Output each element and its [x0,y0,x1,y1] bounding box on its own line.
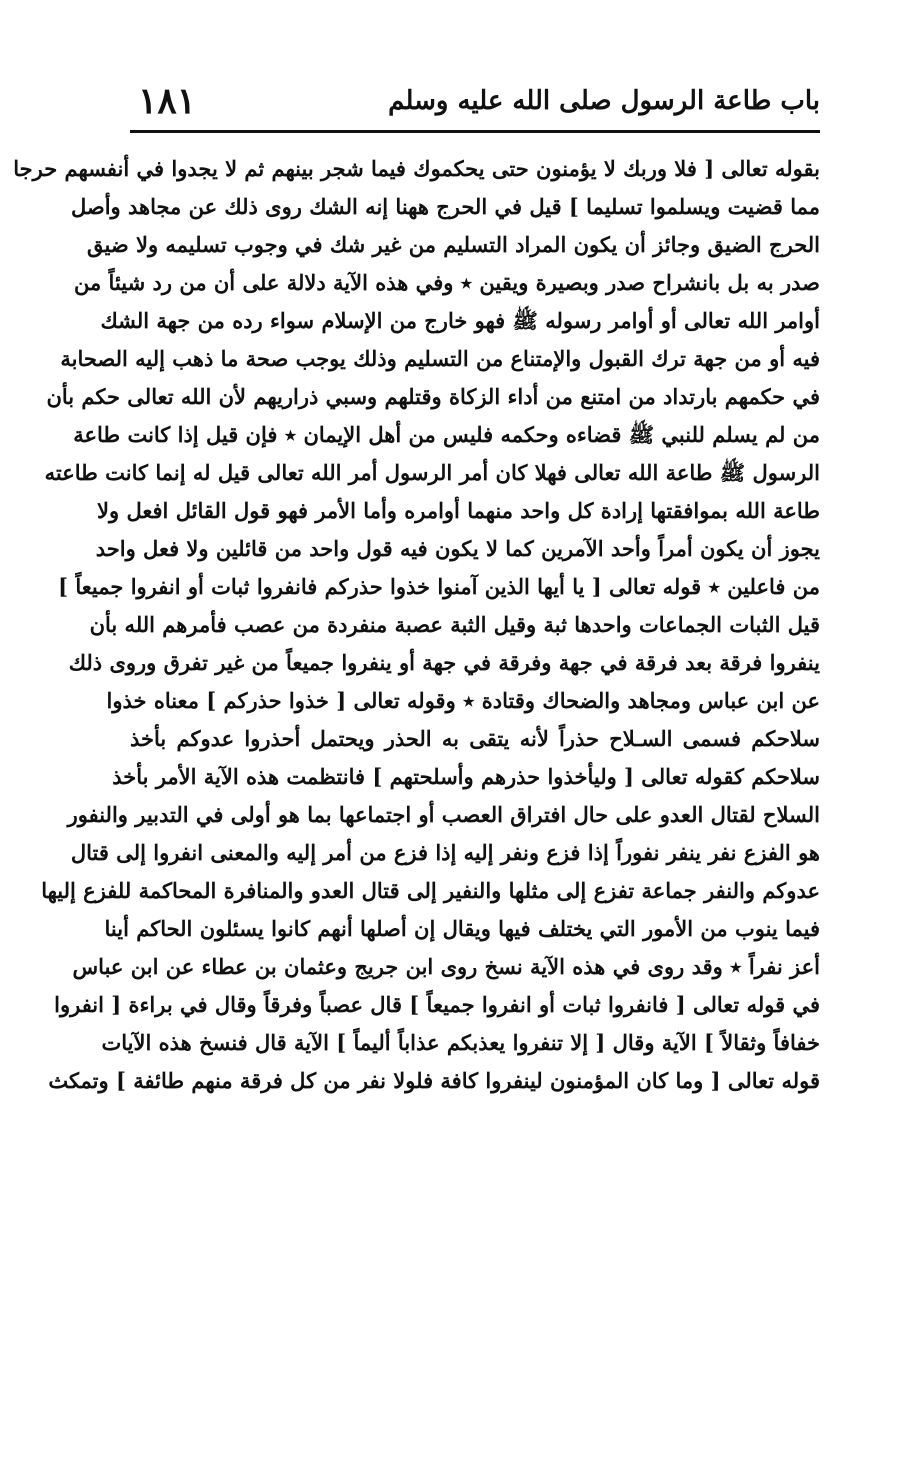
text-line: هو الفزع نفر ينفر نفوراً إذا فزع ونفر إليه إذا فزع من أمر إليه والمعنى انفروا إلى قتال [70,840,820,865]
header-rule [130,130,820,133]
chapter-title: باب طاعة الرسول صلى الله عليه وسلم [388,86,820,116]
text-line: طاعة الله بموافقتها إرادة كل واحد منهما أوامره وأما الأمر فهو قول القائل افعل ولا [97,498,820,523]
text-line: أعز نفراً ٭ وقد روى في هذه الآية نسخ روى ابن جريج وعثمان بن عطاء عن ابن عباس [72,954,820,979]
text-line: فيه أو من جهة ترك القبول والإمتناع من التسليم وذلك يوجب صحة ما ذهب إليه الصحابة [60,346,820,371]
text-line: سلاحكم كقوله تعالى [ وليأخذوا حذرهم وأسلحتهم ] فانتظمت هذه الآية الأمر بأخذ [112,764,820,789]
text-line: فيما ينوب من الأمور التي يختلف فيها ويقال إن أصلها أنهم كانوا يسئلون الحاكم أينا [104,916,820,941]
text-line: بقوله تعالى [ فلا وربك لا يؤمنون حتى يحكموك فيما شجر بينهم ثم لا يجدوا في أنفسهم حرجا [13,156,820,181]
page-number: ١٨١ [138,80,197,122]
text-line: الحرج الضيق وجائز أن يكون المراد التسليم من غير شك في وجوب تسليمه ولا ضيق [86,232,820,257]
text-line: من فاعلين ٭ قوله تعالى [ يا أيها الذين آمنوا خذوا حذركم فانفروا ثبات أو انفروا جميعاً ] [58,574,820,599]
text-line: في حكمهم بارتداد من امتنع من أداء الزكاة وقتلهم وسبي ذراريهم لأن الله تعالى حكم بأن [46,384,820,409]
text-line: قوله تعالى [ وما كان المؤمنون لينفروا كافة فلولا نفر من كل فرقة منهم طائفة ] وتمكث [48,1068,820,1093]
text-line: من لم يسلم للنبي ﷺ قضاءه وحكمه فليس من أهل الإيمان ٭ فإن قيل إذا كانت طاعة [73,422,820,447]
running-head [130,72,820,130]
text-line: قيل الثبات الجماعات واحدها ثبة وقيل الثبة عصبة منفردة من عصب فأمرهم الله بأن [89,612,820,637]
text-line: يجوز أن يكون أمراً وأحد الآمرين كما لا يكون فيه قول واحد من قائلين ولا فعل واحد [95,536,820,561]
text-line: السلاح لقتال العدو على حال افتراق العصب أو اجتماعها بما هو أولى في التدبير والنفور [67,802,820,827]
text-line: ينفروا فرقة بعد فرقة في جهة وفرقة في جهة أو ينفروا جميعاً من غير تفرق وروى ذلك [68,650,820,675]
text-line: أوامر الله تعالى أو أوامر رسوله ﷺ فهو خارج من الإسلام سواء رده من جهة الشك [100,308,820,333]
body-text [13,150,820,1270]
text-line: عن ابن عباس ومجاهد والضحاك وقتادة ٭ وقوله تعالى [ خذوا حذركم ] معناه خذوا [106,688,820,713]
text-line: صدر به بل بانشراح صدر وبصيرة ويقين ٭ وفي هذه الآية دلالة على أن من رد شيئاً من [74,270,820,295]
text-line: في قوله تعالى [ فانفروا ثبات أو انفروا جميعاً ] قال عصباً وفرقاً وقال في براءة [ انفروا [54,992,820,1017]
text-line: عدوكم والنفر جماعة تفزع إلى مثلها والنفير إلى قتال العدو والمنافرة المحاكمة للفزع إليها [41,878,820,903]
text-line: مما قضيت ويسلموا تسليما ] قيل في الحرج ههنا إنه الشك روى ذلك عن مجاهد وأصل [70,194,820,219]
text-line: خفافاً وثقالاً ] الآية وقال [ إلا تنفروا يعذبكم عذاباً أليماً ] الآية قال فنسخ هذه الآيات [101,1030,820,1055]
text-line: الرسول ﷺ طاعة الله تعالى فهلا كان أمر الرسول أمر الله تعالى قيل له إنما كانت طاعته [44,460,820,485]
text-line: سلاحكم فسمى السـلاح حذراً لأنه يتقى به الحذر ويحتمل أحذروا عدوكم بأخذ [130,726,820,751]
